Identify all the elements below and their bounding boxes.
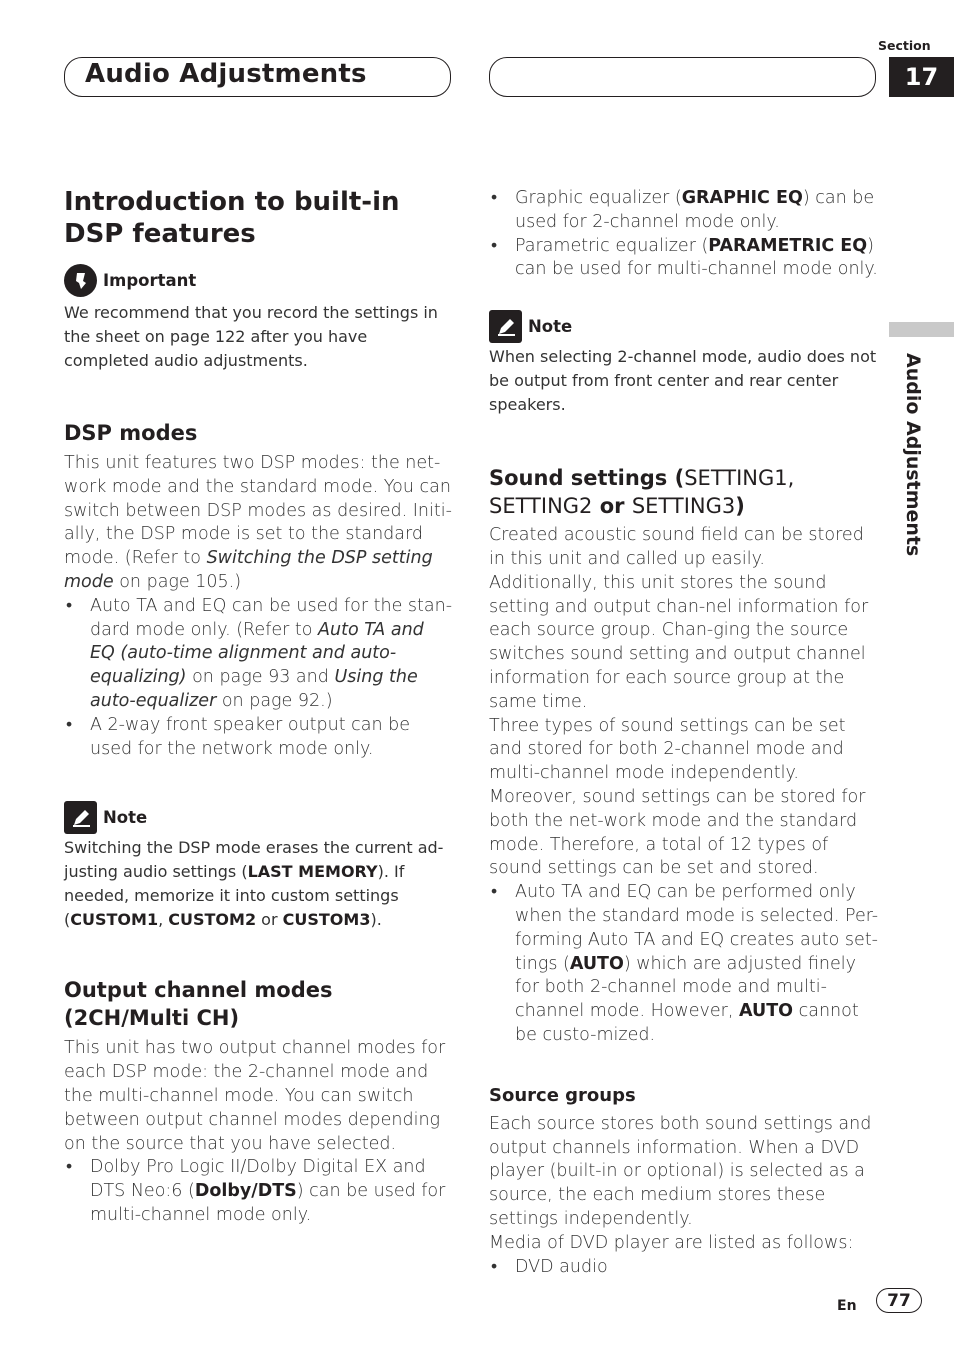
note-heading-right bbox=[489, 310, 879, 343]
dsp-modes-paragraph bbox=[64, 452, 454, 595]
language-label: En bbox=[837, 1298, 857, 1314]
output-modes-heading: Output channel modes (2CH/Multi CH) bbox=[64, 978, 333, 1031]
list-item bbox=[489, 881, 879, 1048]
dsp-modes-heading: DSP modes bbox=[64, 421, 198, 445]
note-b: ). If needed, memorize it into custom settings ( bbox=[64, 862, 405, 930]
side-section-label: Audio Adjustments bbox=[902, 353, 924, 557]
sound-b1-auto1: AUTO bbox=[569, 953, 624, 974]
sound-paragraph-1: Created acoustic sound field can be stored in this unit and called up easily. Additionally, this unit stores the sound setting and output chan-nel information for each source group. Chan-ging the source switches sound setting and output channel information for each source group at the same time. bbox=[489, 525, 869, 712]
note-label: Note bbox=[103, 808, 148, 828]
list-item: • A 2-way front speaker output can be used for the network mode only. bbox=[64, 714, 454, 762]
dsp-p1-end: on page 105.) bbox=[119, 571, 242, 592]
note-end: ). bbox=[370, 910, 382, 930]
note-text bbox=[64, 836, 454, 932]
source-bullets bbox=[489, 1256, 879, 1280]
page-title: Introduction to built-in DSP features bbox=[64, 187, 400, 249]
sound-paragraph-2: Three types of sound settings can be set and stored for both 2-channel mode and multi-channel mode independently. Moreover, sound settings can be stored for both the net-work mode and the standard mode. Therefore, a total of 12 types of sound settings can be set and stored. bbox=[489, 715, 866, 879]
side-tab-marker bbox=[889, 322, 954, 337]
out-b1-bold: Dolby/DTS bbox=[194, 1181, 297, 1202]
list-item bbox=[489, 187, 879, 235]
b1-a: Graphic equalizer ( bbox=[515, 188, 682, 208]
b2-b: ) can be used for multi-channel mode only. bbox=[515, 235, 878, 280]
b1-b: ) can be used for 2-channel mode only. bbox=[515, 188, 875, 232]
section-number: 17 bbox=[889, 57, 954, 97]
out-b1-b: ) can be used for multi-channel mode only. bbox=[90, 1181, 446, 1225]
source-groups-heading: Source groups bbox=[489, 1084, 636, 1106]
note-custom2: CUSTOM2 bbox=[168, 910, 257, 930]
list-item bbox=[64, 595, 454, 714]
sound-h-c: or bbox=[592, 494, 632, 519]
important-heading bbox=[64, 264, 454, 297]
dsp-b1-b: on page 93 and bbox=[192, 667, 329, 688]
eq-bullets bbox=[489, 187, 879, 282]
list-item bbox=[489, 235, 879, 283]
important-text: We recommend that you record the settings in the sheet on page 122 after you have completed audio adjustments. bbox=[64, 303, 438, 370]
b2-bold: PARAMETRIC EQ bbox=[708, 235, 868, 256]
sound-b1-a: Auto TA and EQ can be performed only when the standard mode is selected. Per-forming Auto TA and EQ creates auto set-tings ( bbox=[515, 882, 879, 974]
output-bullets bbox=[64, 1156, 454, 1227]
source-paragraph-1: Each source stores both sound settings and output channels information. When a DVD player (built-in or optional) is selected as a source, the each medium stores these settings independently. bbox=[489, 1113, 872, 1229]
right-column bbox=[489, 187, 879, 1279]
list-item bbox=[64, 1156, 454, 1227]
header-title-bar bbox=[64, 57, 451, 97]
dsp-b1-a: Auto TA and EQ can be used for the stan-dard mode only. (Refer to bbox=[90, 595, 453, 640]
dsp-p1-text: This unit features two DSP modes: the net-work mode and the standard mode. You can switch between DSP modes as desired. Initi-ally, the DSP mode is set to the standard mode. (Refer to bbox=[64, 453, 452, 569]
note-custom1: CUSTOM1 bbox=[70, 910, 159, 930]
sound-settings-heading bbox=[489, 464, 879, 520]
important-label: Important bbox=[103, 271, 197, 290]
dsp-b1-c: on page 92.) bbox=[221, 690, 333, 711]
note-sep: , bbox=[158, 910, 169, 930]
output-modes-paragraph: This unit has two output channel modes for each DSP mode: the 2-channel mode and the multi-channel mode. You can switch between output channel modes depending on the source that you have selected. bbox=[64, 1038, 446, 1154]
sound-h-a: Sound settings ( bbox=[489, 466, 685, 491]
b2-a: Parametric equalizer ( bbox=[515, 235, 709, 256]
dsp-b1-ref2: Using the auto-equalizer bbox=[90, 667, 418, 711]
note-label-right: Note bbox=[528, 317, 573, 337]
sound-h-e: ) bbox=[735, 494, 745, 519]
sound-b1-auto2: AUTO bbox=[738, 1001, 794, 1022]
important-icon bbox=[64, 264, 97, 297]
note-heading bbox=[64, 801, 454, 834]
header-blank-bar bbox=[489, 57, 876, 97]
sound-h-b: SETTING1, SETTING2 bbox=[489, 466, 795, 519]
note-last-memory: LAST MEMORY bbox=[247, 862, 378, 882]
note-or: or bbox=[256, 910, 283, 930]
header-title: Audio Adjustments bbox=[85, 59, 367, 89]
sound-b1-b: ) which are adjusted finely for both 2-channel mode and multi-channel mode. However, bbox=[515, 953, 856, 1022]
b1-bold: GRAPHIC EQ bbox=[681, 188, 803, 208]
note-custom3: CUSTOM3 bbox=[282, 910, 371, 930]
note-text-right: When selecting 2-channel mode, audio does not be output from front center and rear center speakers. bbox=[489, 347, 877, 415]
sound-b1-c: cannot be custo-mized. bbox=[515, 1001, 859, 1045]
dsp-p1-ref: Switching the DSP setting mode bbox=[64, 548, 433, 592]
dsp-bullets bbox=[64, 595, 454, 762]
note-pencil-icon bbox=[489, 310, 522, 343]
list-item: • DVD audio bbox=[489, 1256, 879, 1280]
page-number: 77 bbox=[876, 1288, 922, 1313]
dsp-b1-ref1: Auto TA and EQ (auto-time alignment and auto-equalizing) bbox=[90, 619, 424, 688]
sound-bullets bbox=[489, 881, 879, 1048]
sound-h-d: SETTING3 bbox=[631, 494, 736, 519]
note-pencil-icon bbox=[64, 801, 97, 834]
note-a: Switching the DSP mode erases the current ad-justing audio settings ( bbox=[64, 838, 444, 882]
section-label: Section bbox=[878, 38, 931, 53]
source-paragraph-2: Media of DVD player are listed as follows: bbox=[489, 1232, 854, 1253]
left-column bbox=[64, 186, 454, 1228]
out-b1-a: Dolby Pro Logic II/Dolby Digital EX and DTS Neo:6 ( bbox=[90, 1157, 426, 1202]
